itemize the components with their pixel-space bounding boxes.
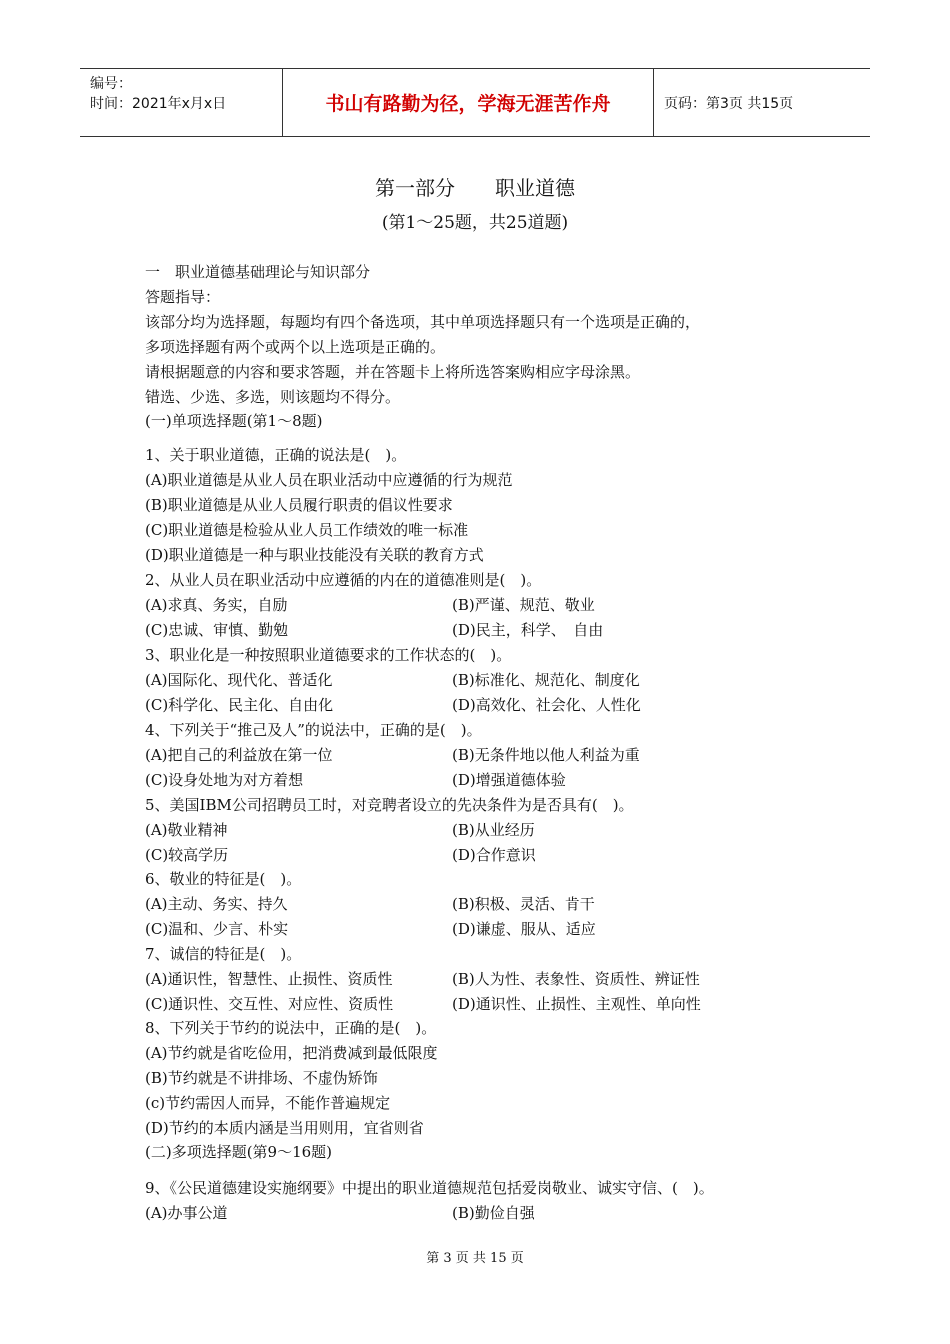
question-stem: 1、关于职业道德，正确的说法是( )。 [145, 446, 407, 464]
option: (B)人为性、表象性、资质性、辨证性 [452, 970, 700, 988]
option: (D)节约的本质内涵是当用则用，宜省则省 [145, 1119, 424, 1137]
header-motto: 书山有路勤为径，学海无涯苦作舟 [283, 69, 654, 136]
option: (A)国际化、现代化、普适化 [145, 671, 333, 689]
option: (A)职业道德是从业人员在职业活动中应遵循的行为规范 [145, 471, 513, 489]
question-stem: 5、美国IBM公司招聘员工时，对竞聘者设立的先决条件为是否具有( )。 [145, 796, 634, 814]
header-meta [80, 69, 283, 136]
guide-line: 请根据题意的内容和要求答题，并在答题卡上将所选答案购相应字母涂黑。 [145, 363, 641, 381]
guide-line: 该部分均为选择题，每题均有四个备选项，其中单项选择题只有一个选项是正确的， [145, 313, 701, 331]
question-stem: 7、诚信的特征是( )。 [145, 945, 302, 963]
option: (B)职业道德是从业人员履行职责的倡议性要求 [145, 496, 453, 514]
part-heading-single: (一)单项选择题(第1～8题) [145, 412, 323, 430]
section-heading: 一 职业道德基础理论与知识部分 [145, 263, 371, 281]
question-stem: 2、从业人员在职业活动中应遵循的内在的道德准则是( )。 [145, 571, 542, 589]
option: (D)合作意识 [452, 846, 536, 864]
part-heading-multi: (二)多项选择题(第9～16题) [145, 1143, 333, 1161]
guide-line: 错选、少选、多选，则该题均不得分。 [145, 388, 401, 406]
option: (A)把自己的利益放在第一位 [145, 746, 333, 764]
option: (B)节约就是不讲排场、不虚伪矫饰 [145, 1069, 378, 1087]
option: (B)标准化、规范化、制度化 [452, 671, 640, 689]
option: (B)勤俭自强 [452, 1204, 535, 1222]
option: (D)通识性、止损性、主观性、单向性 [452, 995, 701, 1013]
option: (B)从业经历 [452, 821, 535, 839]
page-subtitle: (第1～25题，共25道题) [381, 213, 569, 233]
option: (B)严谨、规范、敬业 [452, 596, 595, 614]
question-stem: 6、敬业的特征是( )。 [145, 870, 302, 888]
id-label: 编号： [90, 76, 132, 92]
option: (A)通识性，智慧性、止损性、资质性 [145, 970, 393, 988]
page-title: 第一部分 职业道德 [375, 176, 575, 200]
option: (B)无条件地以他人利益为重 [452, 746, 640, 764]
option: (C)通识性、交互性、对应性、资质性 [145, 995, 394, 1013]
header-page-info: 页码：第3页 共15页 [664, 95, 794, 112]
page-footer: 第 3 页 共 15 页 [426, 1251, 524, 1266]
option: (D)职业道德是一种与职业技能没有关联的教育方式 [145, 546, 484, 564]
time-label: 时间：2021年x月x日 [90, 96, 227, 112]
option: (B)积极、灵活、肯干 [452, 895, 595, 913]
option: (A)敬业精神 [145, 821, 228, 839]
page-header [80, 68, 870, 137]
option: (C)职业道德是检验从业人员工作绩效的唯一标准 [145, 521, 469, 539]
option: (C)温和、少言、朴实 [145, 920, 289, 938]
option: (A)主动、务实、持久 [145, 895, 288, 913]
guide-line: 多项选择题有两个或两个以上选项是正确的。 [145, 338, 446, 356]
question-stem: 9、《公民道德建设实施纲要》中提出的职业道德规范包括爱岗敬业、诚实守信、( )。 [145, 1179, 714, 1197]
option: (C)设身处地为对方着想 [145, 771, 304, 789]
guide-title: 答题指导： [145, 288, 221, 306]
question-stem: 4、下列关于“推己及人”的说法中，正确的是( )。 [145, 721, 482, 739]
option: (C)科学化、民主化、自由化 [145, 696, 334, 714]
question-stem: 8、下列关于节约的说法中，正确的是( )。 [145, 1019, 437, 1037]
option: (A)办事公道 [145, 1204, 228, 1222]
question-stem: 3、职业化是一种按照职业道德要求的工作状态的( )。 [145, 646, 512, 664]
option: (C)较高学历 [145, 846, 229, 864]
option: (D)民主，科学、 自由 [452, 621, 604, 639]
option: (D)高效化、社会化、人性化 [452, 696, 641, 714]
option: (D)谦虚、服从、适应 [452, 920, 596, 938]
option: (A)求真、务实，自励 [145, 596, 288, 614]
option: (c)节约需因人而异，不能作普遍规定 [145, 1094, 391, 1112]
option: (C)忠诚、审慎、勤勉 [145, 621, 289, 639]
option: (D)增强道德体验 [452, 771, 566, 789]
option: (A)节约就是省吃俭用，把消费减到最低限度 [145, 1044, 438, 1062]
